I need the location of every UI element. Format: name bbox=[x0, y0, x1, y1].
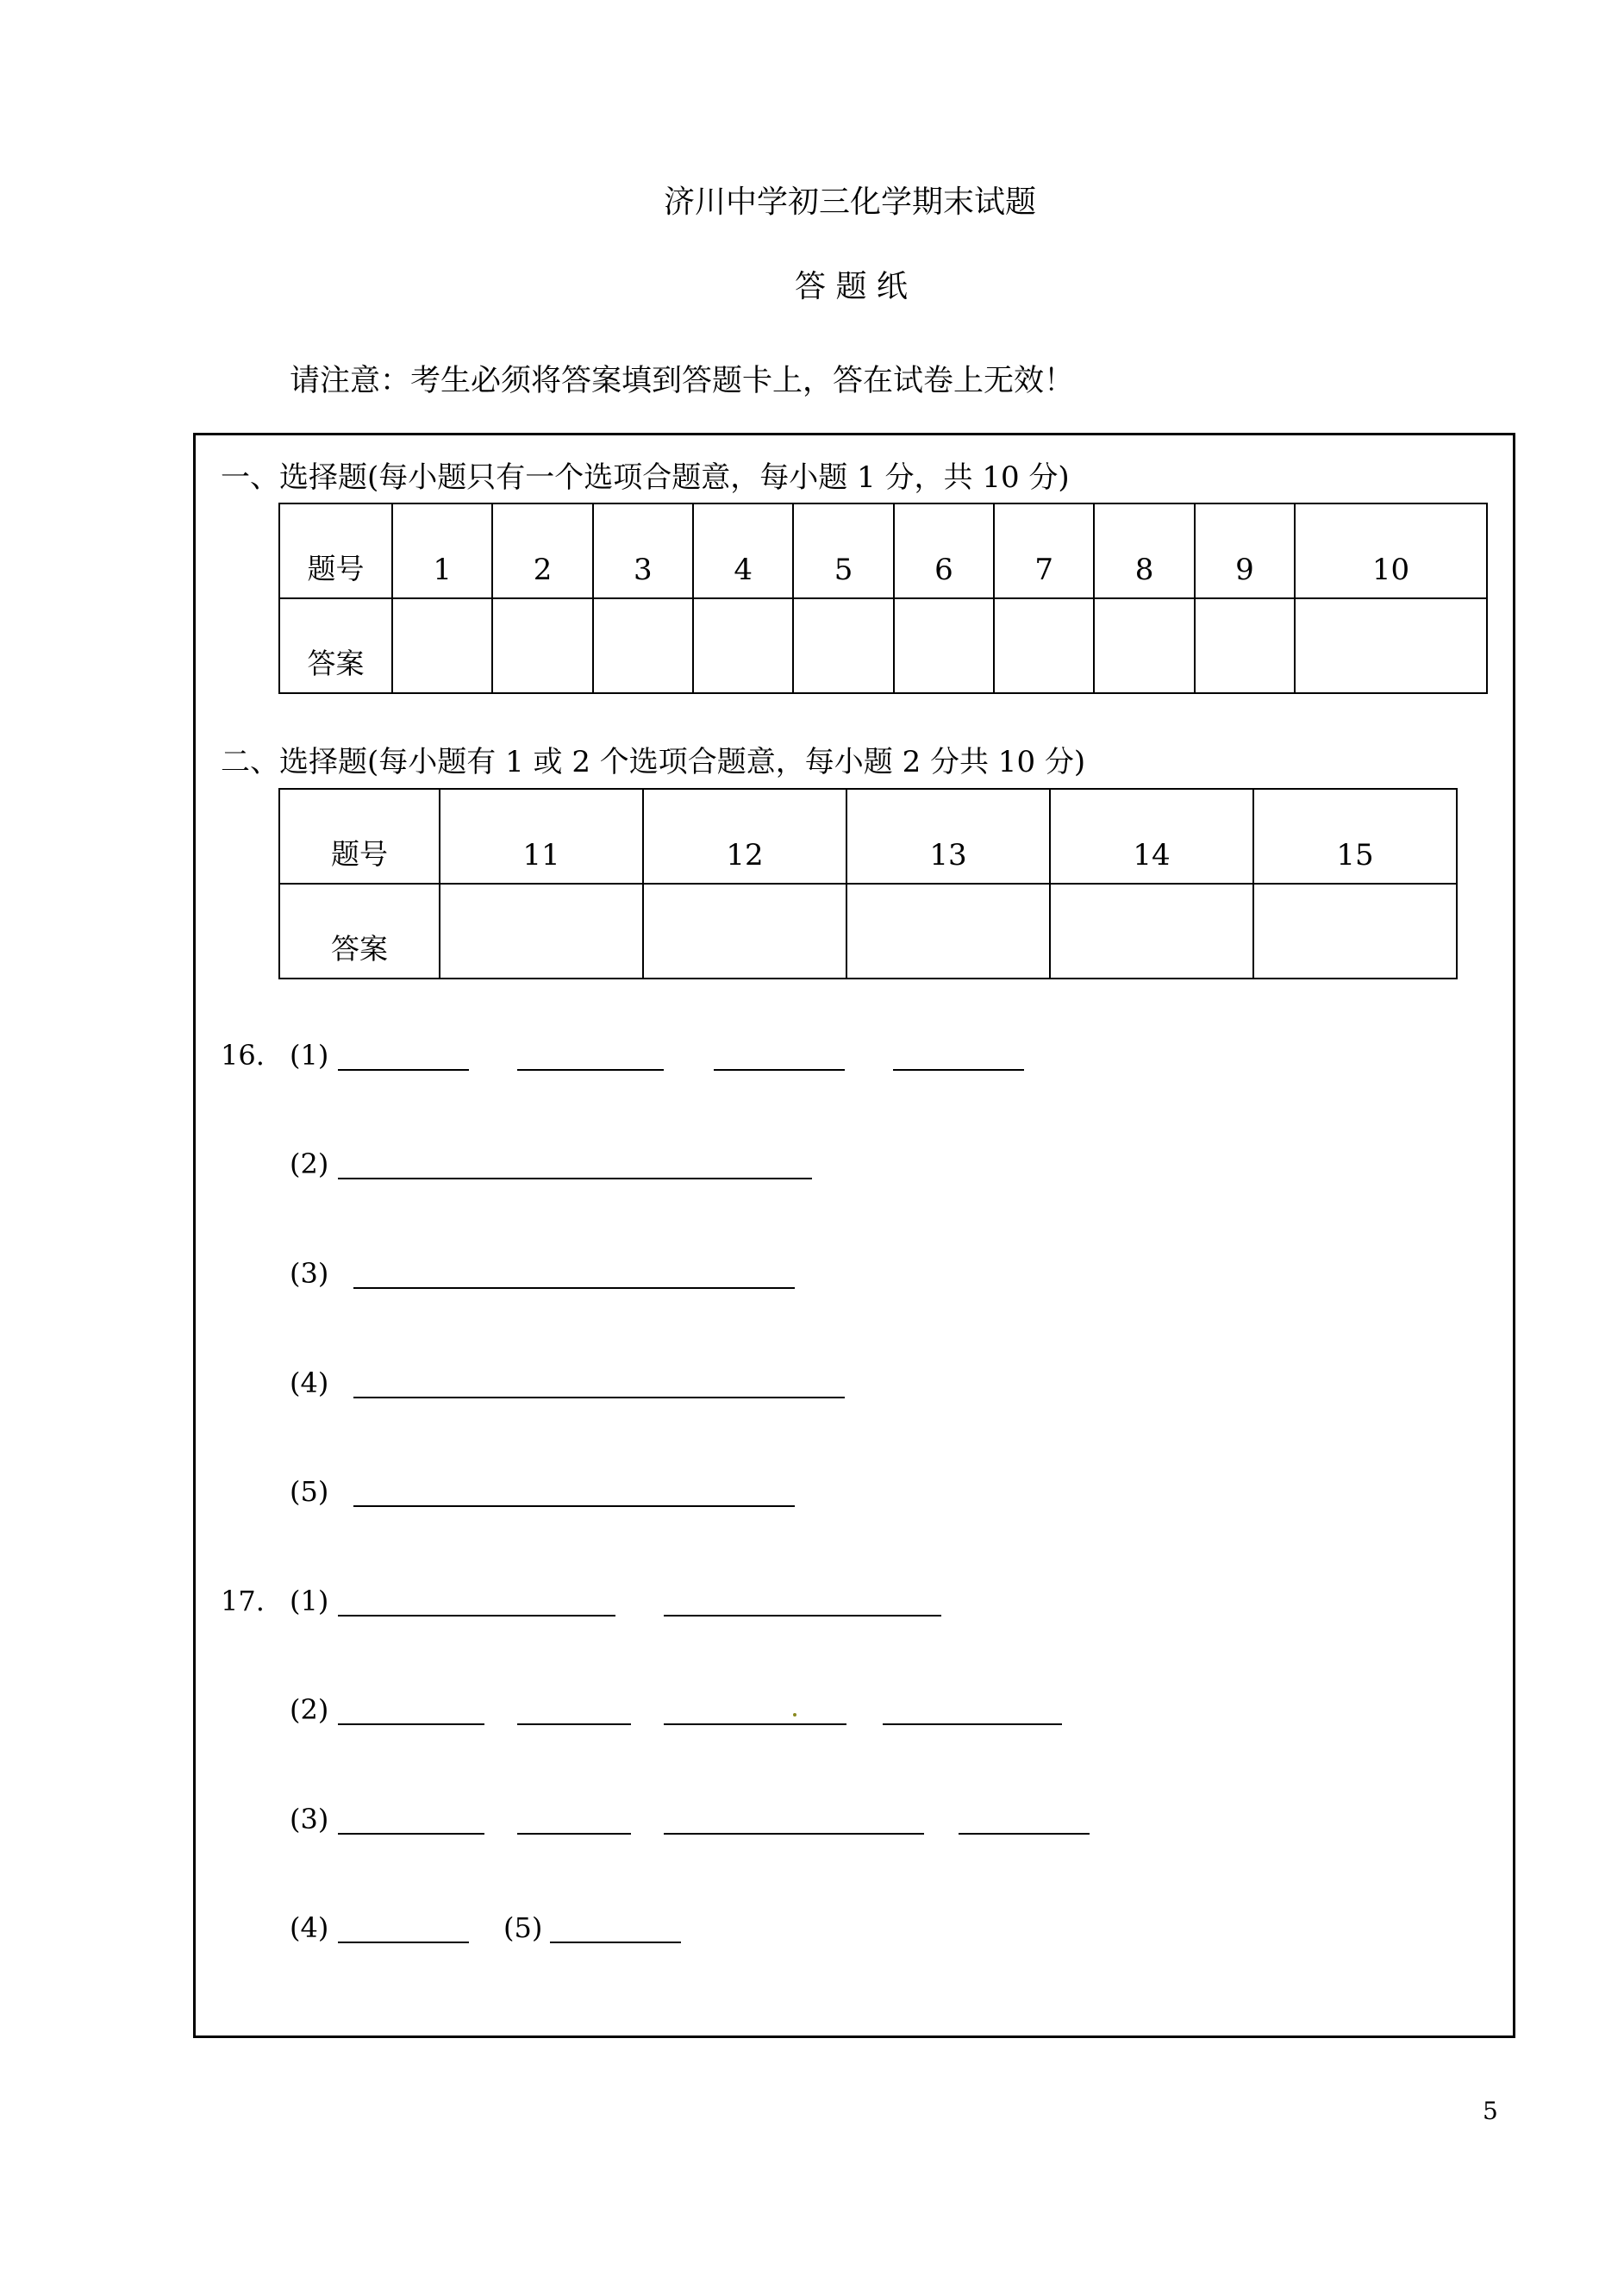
answer-blank[interactable] bbox=[353, 1505, 795, 1507]
question-number: 3 bbox=[593, 503, 693, 598]
q17-part-1-label: (1) bbox=[290, 1585, 329, 1617]
q16-part-3-label: (3) bbox=[290, 1257, 329, 1290]
answer-blank[interactable] bbox=[714, 1069, 845, 1071]
answer-blank[interactable] bbox=[550, 1942, 681, 1943]
answer-cell[interactable] bbox=[1050, 884, 1253, 979]
q17-part-3-label: (3) bbox=[290, 1803, 329, 1835]
answer-cell[interactable] bbox=[693, 598, 793, 693]
answer-cell[interactable] bbox=[593, 598, 693, 693]
row-label-answer: 答案 bbox=[279, 884, 440, 979]
answer-cell[interactable] bbox=[1253, 884, 1457, 979]
question-number: 15 bbox=[1253, 789, 1457, 884]
q16-number: 16. bbox=[221, 1039, 265, 1072]
table-row bbox=[279, 503, 1487, 598]
answer-blank[interactable] bbox=[338, 1833, 484, 1835]
section2-heading: 二、选择题(每小题有 1 或 2 个选项合题意，每小题 2 分共 10 分) bbox=[221, 745, 1086, 779]
answer-cell[interactable] bbox=[846, 884, 1050, 979]
question-number: 14 bbox=[1050, 789, 1253, 884]
notice-text: 请注意：考生必须将答案填到答题卡上，答在试卷上无效！ bbox=[290, 364, 1075, 398]
page-number: 5 bbox=[1483, 2097, 1498, 2125]
answer-cell[interactable] bbox=[392, 598, 492, 693]
ink-dot bbox=[793, 1713, 796, 1717]
answer-blank[interactable] bbox=[338, 1942, 469, 1943]
page-subtitle: 答 题 纸 bbox=[795, 269, 908, 304]
q17-part-2-label: (2) bbox=[290, 1693, 329, 1726]
row-label-answer: 答案 bbox=[279, 598, 392, 693]
answer-blank[interactable] bbox=[338, 1723, 484, 1725]
answer-blank[interactable] bbox=[664, 1723, 846, 1725]
page-title: 济川中学初三化学期末试题 bbox=[664, 184, 1037, 220]
question-number: 1 bbox=[392, 503, 492, 598]
question-number: 12 bbox=[643, 789, 846, 884]
question-number: 13 bbox=[846, 789, 1050, 884]
answer-blank[interactable] bbox=[893, 1069, 1024, 1071]
answer-cell[interactable] bbox=[1094, 598, 1194, 693]
answer-blank[interactable] bbox=[353, 1287, 795, 1289]
question-number: 8 bbox=[1094, 503, 1194, 598]
answer-cell[interactable] bbox=[1295, 598, 1487, 693]
answer-blank[interactable] bbox=[338, 1178, 812, 1179]
answer-cell[interactable] bbox=[492, 598, 592, 693]
answer-cell[interactable] bbox=[894, 598, 994, 693]
table-row bbox=[279, 884, 1457, 979]
answer-blank[interactable] bbox=[959, 1833, 1090, 1835]
question-number: 6 bbox=[894, 503, 994, 598]
question-number: 5 bbox=[793, 503, 893, 598]
answer-blank[interactable] bbox=[883, 1723, 1062, 1725]
q16-part-1-label: (1) bbox=[290, 1039, 329, 1072]
answer-blank[interactable] bbox=[517, 1833, 631, 1835]
section1-heading: 一、选择题(每小题只有一个选项合题意，每小题 1 分，共 10 分) bbox=[221, 460, 1070, 495]
q16-part-5-label: (5) bbox=[290, 1475, 329, 1508]
question-number: 7 bbox=[994, 503, 1094, 598]
answer-cell[interactable] bbox=[643, 884, 846, 979]
q17-part-5-label: (5) bbox=[503, 1911, 543, 1944]
table-row bbox=[279, 789, 1457, 884]
answer-blank[interactable] bbox=[353, 1397, 845, 1398]
q17-part-4-label: (4) bbox=[290, 1911, 329, 1944]
answer-cell[interactable] bbox=[1195, 598, 1295, 693]
table-row bbox=[279, 598, 1487, 693]
answer-cell[interactable] bbox=[440, 884, 643, 979]
answer-blank[interactable] bbox=[338, 1615, 615, 1617]
answer-cell[interactable] bbox=[793, 598, 893, 693]
answer-blank[interactable] bbox=[517, 1069, 664, 1071]
answer-blank[interactable] bbox=[338, 1069, 469, 1071]
section1-answer-table bbox=[278, 503, 1488, 694]
answer-blank[interactable] bbox=[517, 1723, 631, 1725]
answer-blank[interactable] bbox=[664, 1615, 941, 1617]
question-number: 9 bbox=[1195, 503, 1295, 598]
question-number: 2 bbox=[492, 503, 592, 598]
question-number: 10 bbox=[1295, 503, 1487, 598]
question-number: 4 bbox=[693, 503, 793, 598]
answer-cell[interactable] bbox=[994, 598, 1094, 693]
section2-answer-table bbox=[278, 788, 1458, 979]
q17-number: 17. bbox=[221, 1585, 265, 1617]
row-label-number: 题号 bbox=[279, 503, 392, 598]
q16-part-2-label: (2) bbox=[290, 1148, 329, 1180]
question-number: 11 bbox=[440, 789, 643, 884]
answer-blank[interactable] bbox=[664, 1833, 924, 1835]
row-label-number: 题号 bbox=[279, 789, 440, 884]
q16-part-4-label: (4) bbox=[290, 1366, 329, 1399]
